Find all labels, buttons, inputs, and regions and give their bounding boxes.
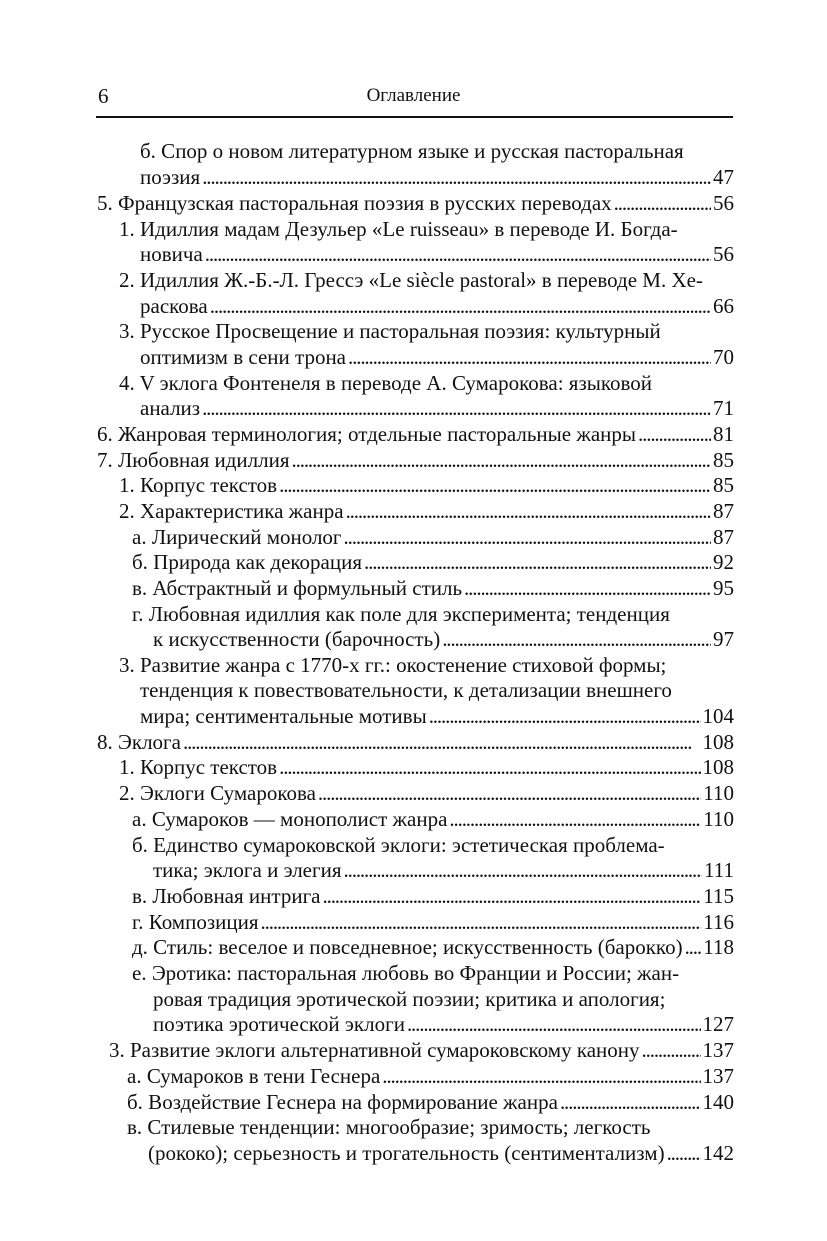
toc-entry [132, 883, 734, 909]
toc-entry-text: поэзия [140, 165, 201, 189]
toc-entry [127, 1114, 734, 1140]
toc-entry [153, 1011, 734, 1037]
toc-page-number: 140 [702, 1090, 734, 1114]
toc-entry-text: 3. Развитие жанра с 1770-х гг.: окостенение стиховой формы; [119, 653, 667, 677]
toc-page-number: 92 [713, 550, 734, 574]
toc-entry-text: 2. Идиллия Ж.-Б.-Л. Грессэ «Le siècle pastoral» в переводе М. Хе- [119, 268, 703, 292]
toc-entry [97, 421, 734, 447]
page-number: 6 [98, 84, 109, 108]
toc-entry [153, 986, 734, 1012]
toc-entry [153, 626, 734, 652]
toc-entry [97, 190, 734, 216]
toc-entry-text: тика; эклога и элегия [153, 858, 342, 882]
toc-entry [109, 1037, 734, 1063]
dot-leader [449, 806, 701, 832]
toc-page-number: 56 [713, 242, 734, 266]
toc-page-number: 115 [703, 884, 734, 908]
toc-entry-text: 5. Французская пасторальная поэзия в русских переводах [97, 191, 612, 215]
toc-entry-text: в. Любовная интрига [132, 884, 321, 908]
toc-entry [119, 498, 734, 524]
toc-page-number: 87 [713, 499, 734, 523]
toc-entry-text: оптимизм в сени трона [140, 345, 347, 369]
toc-entry [97, 729, 734, 755]
toc-page-number: 111 [704, 858, 734, 882]
toc-page-number: 137 [702, 1064, 734, 1088]
dot-leader [560, 1089, 701, 1115]
toc-page-number: 56 [713, 191, 734, 215]
toc-page-number: 97 [713, 627, 734, 651]
toc-entry-text: ровая традиция эротической поэзии; критика и апология; [153, 987, 666, 1011]
dot-leader [364, 549, 711, 575]
toc-page-number: 87 [713, 525, 734, 549]
toc-entry [140, 344, 734, 370]
toc-entry-text: 4. V эклога Фонтенеля в переводе А. Сумарокова: языковой [119, 371, 653, 395]
toc-page-number: 118 [703, 935, 734, 959]
toc-page-number: 85 [713, 448, 734, 472]
toc-entry-text: б. Спор о новом литературном языке и русская пасторальная [140, 139, 684, 163]
toc-entry [140, 677, 734, 703]
toc-entry-text: д. Стиль: веселое и повседневное; искусственность (барокко) [132, 935, 683, 959]
dot-leader [210, 293, 711, 319]
toc-entry-text: в. Стилевые тенденции: многообразие; зримость; легкость [127, 1115, 651, 1139]
toc-entry-text: г. Композиция [132, 910, 259, 934]
dot-leader [638, 421, 711, 447]
toc-entry [127, 1089, 734, 1115]
toc-entry-text: б. Единство сумароковской эклоги: эстетическая проблема- [132, 833, 665, 857]
toc-entry [119, 370, 734, 396]
dot-leader [279, 472, 711, 498]
toc-entry-text: а. Лирический монолог [132, 525, 342, 549]
toc-entry [132, 575, 734, 601]
toc-entry [132, 934, 734, 960]
toc-entry [119, 472, 734, 498]
toc-entry-text: 1. Корпус текстов [119, 755, 278, 779]
toc-entry [148, 1140, 734, 1166]
toc-entry-text: к искусственности (барочность) [153, 627, 441, 651]
dot-leader [261, 909, 702, 935]
dot-leader [183, 729, 701, 755]
toc-entry-text: в. Абстрактный и формульный стиль [132, 576, 463, 600]
dot-leader [429, 703, 701, 729]
toc-entry-text: поэтика эротической эклоги [153, 1012, 405, 1036]
toc-entry-text: 1. Идиллия мадам Дезульер «Le ruisseau» в переводе И. Богда- [119, 217, 678, 241]
toc-entry-text: б. Природа как декорация [132, 550, 362, 574]
dot-leader [205, 241, 711, 267]
toc-page-number: 66 [713, 294, 734, 318]
toc-entry-text: 2. Характеристика жанра [119, 499, 344, 523]
dot-leader [202, 395, 711, 421]
dot-leader [318, 780, 701, 806]
toc-entry [119, 652, 734, 678]
toc-entry-text: 8. Эклога [97, 730, 181, 754]
toc-entry-text: а. Сумароков — монополист жанра [132, 807, 448, 831]
toc-entry [97, 447, 734, 473]
toc-entry-text: е. Эротика: пасторальная любовь во Франции и России; жан- [132, 961, 680, 985]
toc-entry [140, 293, 734, 319]
toc-page-number: 116 [703, 910, 734, 934]
toc-entry [140, 395, 734, 421]
toc-page-number: 127 [702, 1012, 734, 1036]
toc-entry [140, 703, 734, 729]
dot-leader [323, 883, 702, 909]
toc-entry-text: 6. Жанровая терминология; отдельные пасторальные жанры [97, 422, 637, 446]
dot-leader [442, 626, 711, 652]
toc-entry-text: 1. Корпус текстов [119, 473, 278, 497]
toc-page-number: 70 [713, 345, 734, 369]
toc-entry [119, 318, 734, 344]
toc-entry-text: 2. Эклоги Сумарокова [119, 781, 316, 805]
toc-entry-text: 3. Русское Просвещение и пасторальная поэзия: культурный [119, 319, 661, 343]
toc-entry-text: (рококо); серьезность и трогательность (сентиментализм) [148, 1141, 665, 1165]
toc-entry-text: анализ [140, 396, 201, 420]
toc-entry [132, 549, 734, 575]
toc-entry-text: 7. Любовная идиллия [97, 448, 290, 472]
toc-entry [153, 857, 734, 883]
toc-entry-text: раскова [140, 294, 208, 318]
dot-leader [614, 190, 711, 216]
dot-leader [348, 344, 711, 370]
toc-entry-text: а. Сумароков в тени Геснера [127, 1064, 381, 1088]
toc-page-number: 95 [713, 576, 734, 600]
toc-entry [132, 806, 734, 832]
toc-page-number: 108 [702, 755, 734, 779]
dot-leader [292, 447, 711, 473]
toc-page-number: 110 [703, 781, 734, 805]
toc-entry [119, 754, 734, 780]
toc-page-number: 47 [713, 165, 734, 189]
toc-entry [127, 1063, 734, 1089]
toc-entry-text: г. Любовная идиллия как поле для эксперимента; тенденция [132, 602, 670, 626]
toc-entry [132, 960, 734, 986]
dot-leader [407, 1011, 701, 1037]
toc-entry-text: новича [140, 242, 203, 266]
dot-leader [667, 1140, 701, 1166]
toc-entry [140, 164, 734, 190]
toc-entry-text: б. Воздействие Геснера на формирование жанра [127, 1090, 558, 1114]
toc-entry [132, 909, 734, 935]
dot-leader [685, 934, 702, 960]
dot-leader [279, 754, 700, 780]
header-rule [96, 116, 733, 118]
toc-entry-text: мира; сентиментальные мотивы [140, 704, 427, 728]
toc-entry-text: 3. Развитие эклоги альтернативной сумароковскому канону [109, 1038, 640, 1062]
dot-leader [464, 575, 711, 601]
toc-entry [132, 832, 734, 858]
dot-leader [344, 524, 711, 550]
toc-entry [119, 216, 734, 242]
toc-page-number: 142 [702, 1141, 734, 1165]
toc-entry [140, 241, 734, 267]
toc-entry [140, 138, 734, 164]
toc-page-number: 85 [713, 473, 734, 497]
dot-leader [344, 857, 703, 883]
dot-leader [346, 498, 711, 524]
toc-entry [119, 780, 734, 806]
toc-page-number: 71 [713, 396, 734, 420]
toc-page-number: 81 [713, 422, 734, 446]
toc-entry [132, 601, 734, 627]
dot-leader [202, 164, 711, 190]
toc-entry [132, 524, 734, 550]
running-title: Оглавление [366, 85, 461, 106]
toc-page-number: 104 [702, 704, 734, 728]
dot-leader [642, 1037, 701, 1063]
toc-entry-text: тенденция к повествовательности, к детализации внешнего [140, 678, 672, 702]
toc-page-number: 137 [702, 1038, 734, 1062]
toc-page-number: 108 [702, 730, 734, 754]
dot-leader [382, 1063, 700, 1089]
toc-entry [119, 267, 734, 293]
toc-page-number: 110 [703, 807, 734, 831]
